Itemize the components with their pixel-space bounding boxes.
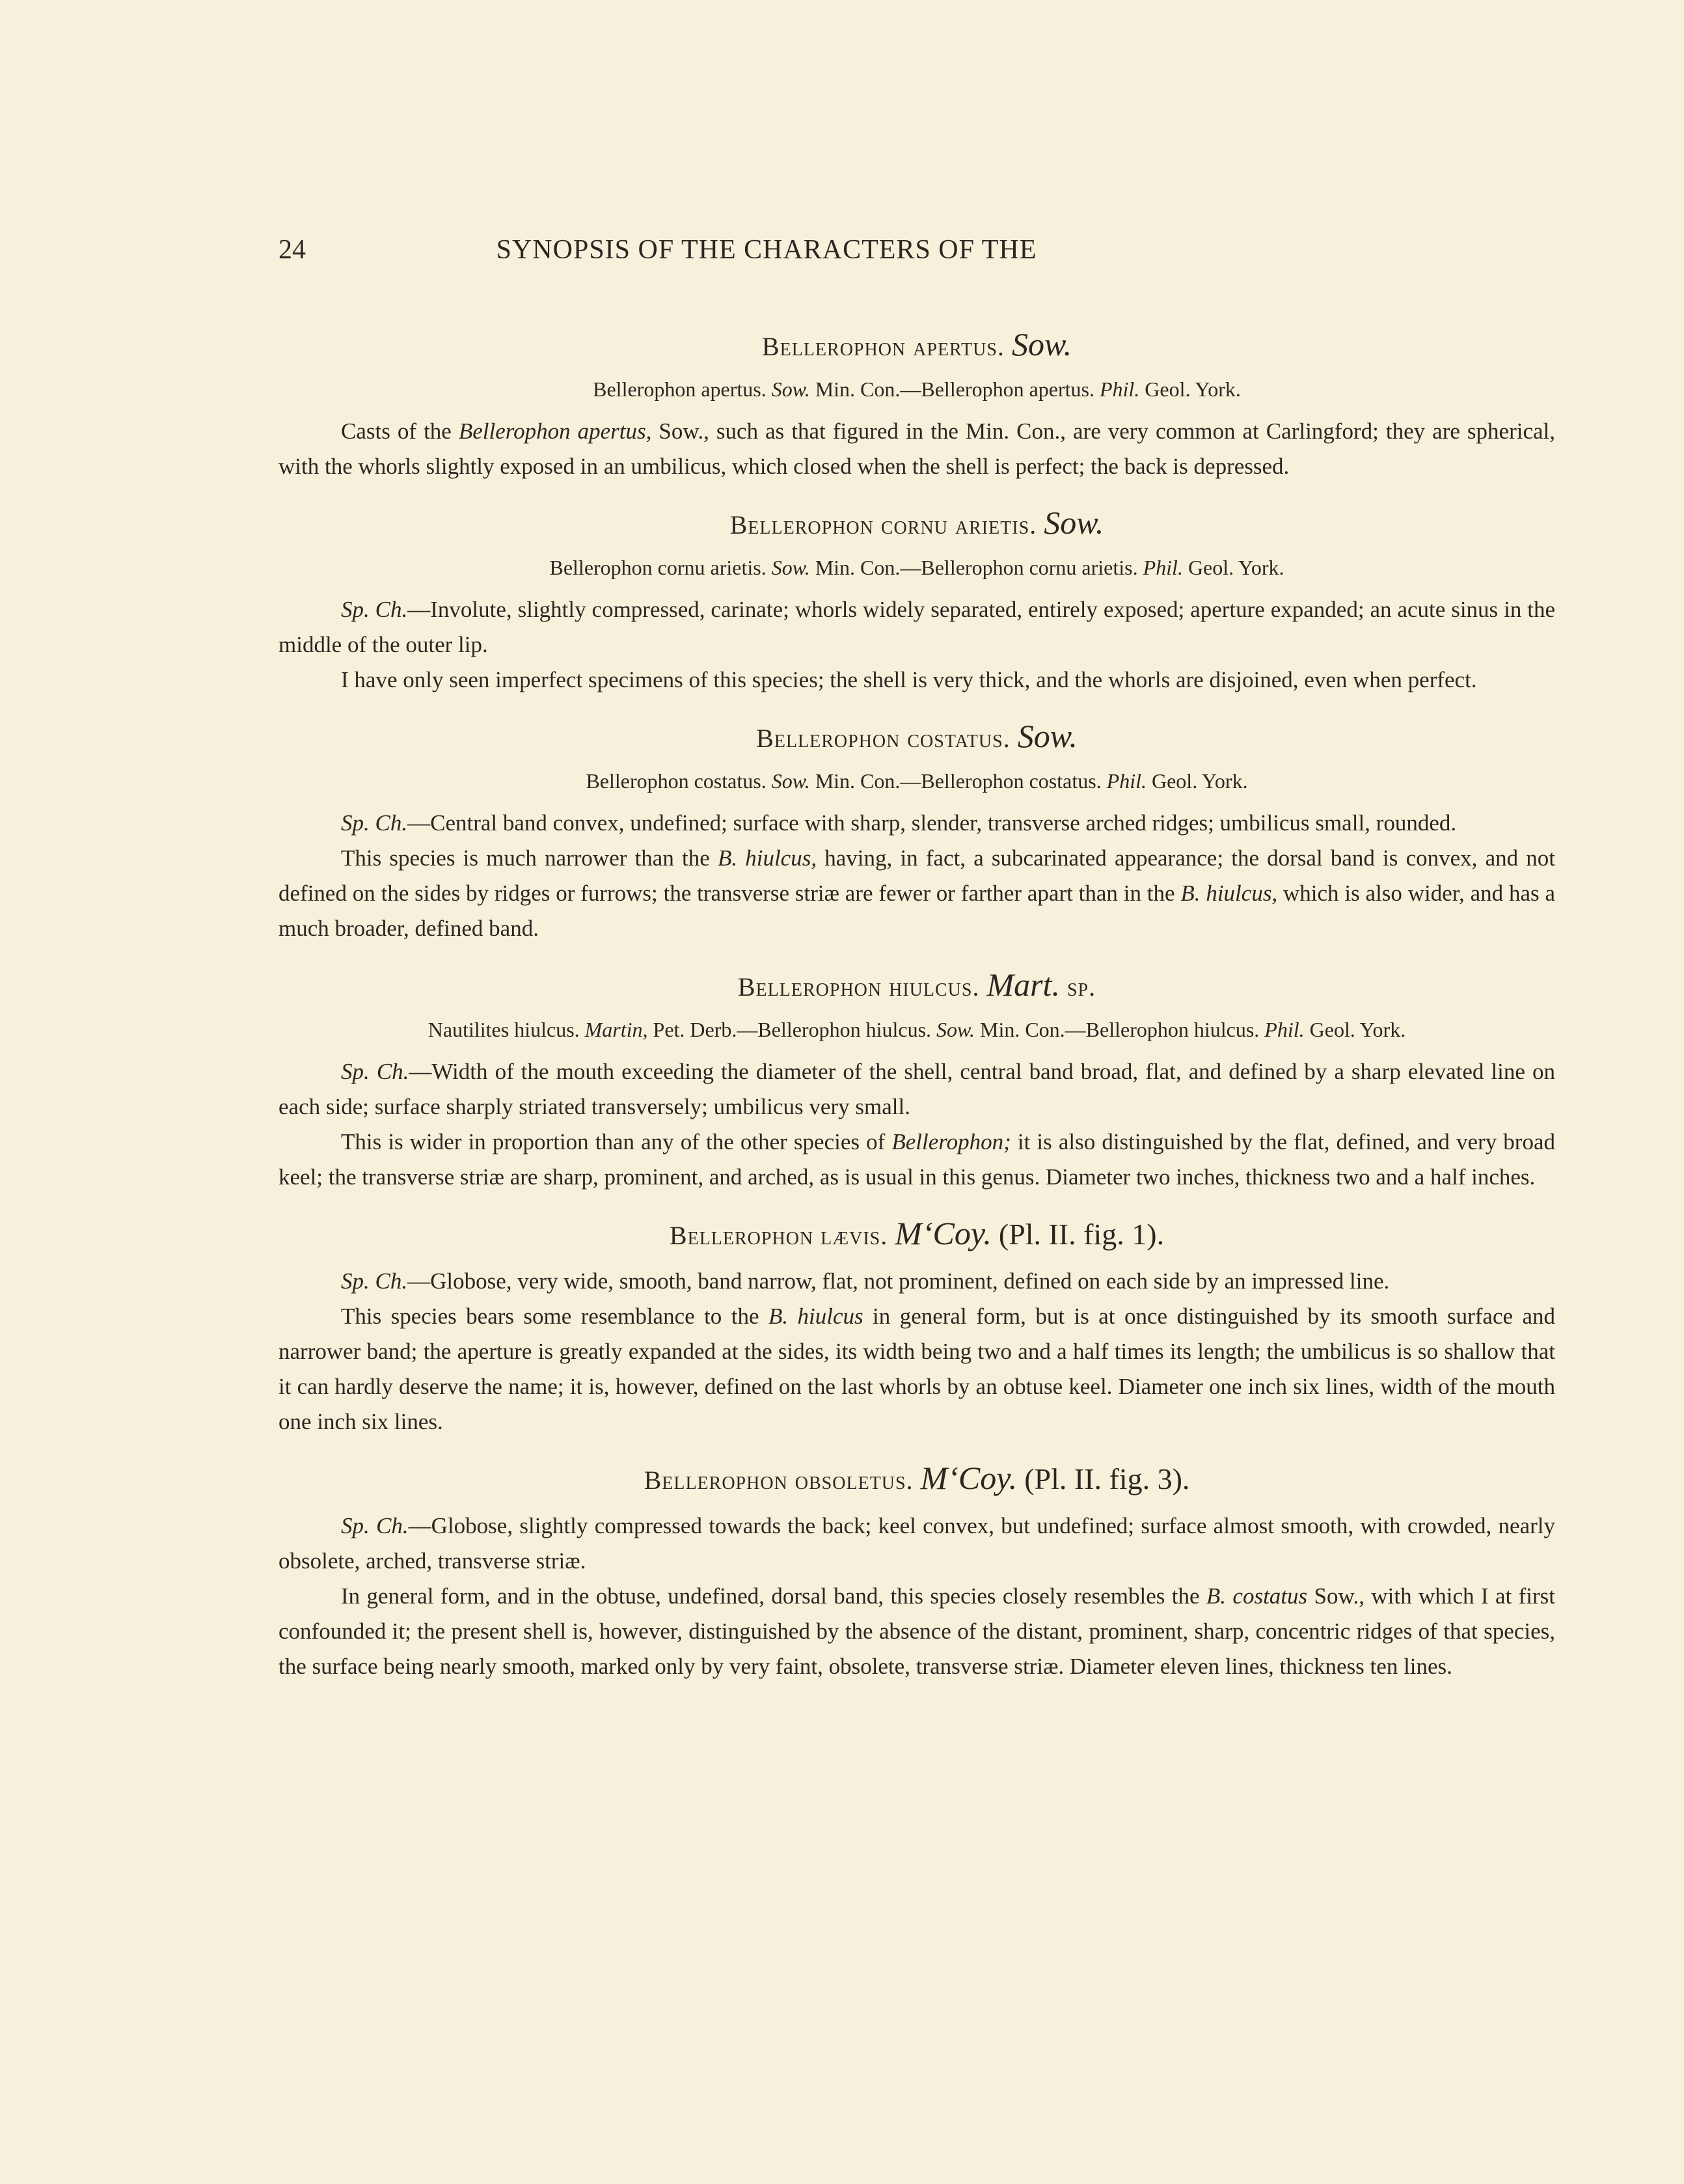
- species-entry: [278, 325, 1555, 484]
- species-authority: Sow.: [1017, 718, 1078, 754]
- synonymy-text: Min. Con.—Bellerophon hiulcus.: [974, 1018, 1265, 1041]
- paragraph-text: it is also distinguished by the flat, defined, and very broad keel; the transverse striæ are sharp, prominent, and arched, as is usual in this genus. Diameter two inches, thickness two and a half inches.: [278, 1129, 1555, 1190]
- synonymy-text: Martin,: [584, 1018, 648, 1041]
- paragraph-text: —Width of the mouth exceeding the diameter of the shell, central band broad, flat, and defined by a sharp elevated line on each side; surface sharply striated transversely; umbilicus very small.: [278, 1059, 1555, 1119]
- plate-reference: (Pl. II. fig. 1).: [998, 1218, 1165, 1251]
- paragraph-text: —Involute, slightly compressed, carinate; whorls widely separated, entirely exposed; aperture expanded; an acute sinus in the middle of the outer lip.: [278, 597, 1555, 657]
- paragraph-text: B. hiulcus: [768, 1304, 863, 1329]
- description-paragraph: [278, 1508, 1555, 1579]
- paragraph-text: —Central band convex, undefined; surface with sharp, slender, transverse arched ridges; umbilicus small, rounded.: [407, 810, 1457, 836]
- paragraph-text: Sow., with which I at first confounded it; the present shell is, however, distinguished by the absence of the distant, prominent, sharp, concentric ridges of that species, the surface being nearly smooth, marked only by very faint, obsolete, transverse striæ. Diameter eleven lines, thickness ten lines.: [278, 1583, 1555, 1679]
- plate-reference: (Pl. II. fig. 3).: [1024, 1462, 1190, 1495]
- synonymy-text: Phil.: [1099, 377, 1140, 401]
- synonymy-text: Sow.: [771, 377, 810, 401]
- species-heading: [278, 325, 1555, 363]
- synonymy-line: [278, 375, 1555, 403]
- synonymy-text: Pet. Derb.—Bellerophon hiulcus.: [647, 1018, 937, 1041]
- paragraph-text: I have only seen imperfect specimens of this species; the shell is very thick, and the whorls are disjoined, even when perfect.: [341, 667, 1477, 692]
- paragraph-text: In general form, and in the obtuse, undefined, dorsal band, this species closely resembles the: [341, 1583, 1206, 1609]
- species-name: Bellerophon cornu arietis.: [729, 510, 1037, 539]
- paragraph-text: B. hiulcus,: [1180, 880, 1278, 906]
- synonymy-text: Sow.: [771, 556, 810, 579]
- running-head: [278, 234, 1235, 273]
- paragraph-text: —Globose, very wide, smooth, band narrow, flat, not prominent, defined on each side by an impressed line.: [407, 1268, 1390, 1294]
- species-entry: [278, 504, 1555, 698]
- page-number: 24: [278, 235, 306, 265]
- species-entry: [278, 966, 1555, 1195]
- species-name: Bellerophon apertus.: [761, 332, 1005, 361]
- paragraph-text: This species is much narrower than the: [341, 845, 718, 871]
- species-name: Bellerophon hiulcus.: [737, 972, 980, 1002]
- paragraph-text: Sp. Ch.: [341, 1513, 409, 1538]
- description-paragraph: [278, 1299, 1555, 1440]
- paragraph-text: Bellerophon apertus,: [458, 418, 652, 444]
- species-entry: [278, 1459, 1555, 1684]
- synonymy-text: Min. Con.—Bellerophon cornu arietis.: [809, 556, 1143, 579]
- species-entries: [278, 312, 1555, 1684]
- synonymy-line: [278, 1015, 1555, 1044]
- synonymy-text: Min. Con.—Bellerophon apertus.: [809, 377, 1100, 401]
- paragraph-text: Casts of the: [341, 418, 459, 444]
- synonymy-text: Bellerophon cornu arietis.: [549, 556, 772, 579]
- paragraph-text: B. costatus: [1206, 1583, 1308, 1609]
- synonymy-text: Bellerophon apertus.: [593, 377, 772, 401]
- species-name: Bellerophon lævis.: [669, 1221, 888, 1250]
- species-name: Bellerophon costatus.: [756, 724, 1011, 753]
- synonymy-text: Geol. York.: [1146, 769, 1248, 793]
- synonymy-text: Sow.: [771, 769, 810, 793]
- synonymy-text: Min. Con.—Bellerophon costatus.: [809, 769, 1107, 793]
- synonymy-text: Geol. York.: [1182, 556, 1284, 579]
- description-paragraph: [278, 592, 1555, 662]
- species-authority: M‘Coy.: [920, 1460, 1018, 1496]
- synonymy-text: Phil.: [1106, 769, 1147, 793]
- species-heading: [278, 1214, 1555, 1252]
- paragraph-text: —Globose, slightly compressed towards the back; keel convex, but undefined; surface almost smooth, with crowded, nearly obsolete, arched, transverse striæ.: [278, 1513, 1555, 1574]
- paragraph-text: This is wider in proportion than any of the other species of: [341, 1129, 892, 1154]
- description-paragraph: [278, 1125, 1555, 1195]
- description-paragraph: [278, 1264, 1555, 1299]
- species-heading: [278, 504, 1555, 541]
- paragraph-text: B. hiulcus,: [717, 845, 817, 871]
- synonymy-text: Bellerophon costatus.: [586, 769, 772, 793]
- description-paragraph: [278, 806, 1555, 841]
- species-heading: [278, 966, 1555, 1003]
- paragraph-text: This species bears some resemblance to the: [341, 1304, 768, 1329]
- species-entry: [278, 1214, 1555, 1440]
- paragraph-text: Sp. Ch.: [341, 1059, 409, 1084]
- running-title: SYNOPSIS OF THE CHARACTERS OF THE: [496, 235, 1037, 265]
- description-paragraph: [278, 841, 1555, 946]
- species-entry: [278, 717, 1555, 946]
- description-paragraph: [278, 414, 1555, 484]
- synonymy-text: Nautilites hiulcus.: [428, 1018, 585, 1041]
- synonymy-text: Geol. York.: [1139, 377, 1241, 401]
- paragraph-text: which is also wider, and has a much broader, defined band.: [278, 880, 1555, 941]
- species-authority: Sow.: [1011, 326, 1072, 362]
- species-authority: M‘Coy.: [895, 1215, 992, 1251]
- synonymy-text: Sow.: [936, 1018, 975, 1041]
- synonymy-line: [278, 767, 1555, 795]
- description-paragraph: [278, 1579, 1555, 1684]
- paragraph-text: Sp. Ch.: [341, 810, 408, 836]
- species-suffix: sp.: [1066, 972, 1096, 1002]
- species-authority: Mart.: [986, 966, 1060, 1003]
- species-heading: [278, 1459, 1555, 1497]
- synonymy-line: [278, 553, 1555, 582]
- species-authority: Sow.: [1044, 504, 1104, 541]
- synonymy-text: Phil.: [1264, 1018, 1305, 1041]
- synonymy-text: Phil.: [1143, 556, 1183, 579]
- paragraph-text: Sow., such as that figured in the Min. Con., are very common at Carlingford; they are spherical, with the whorls slightly exposed in an umbilicus, which closed when the shell is perfect; the back is depressed.: [278, 418, 1555, 479]
- synonymy-text: Geol. York.: [1304, 1018, 1406, 1041]
- species-heading: [278, 717, 1555, 755]
- paragraph-text: Sp. Ch.: [341, 597, 408, 622]
- species-name: Bellerophon obsoletus.: [644, 1466, 914, 1495]
- description-paragraph: [278, 662, 1555, 698]
- description-paragraph: [278, 1054, 1555, 1125]
- paragraph-text: in general form, but is at once distinguished by its smooth surface and narrower band; the aperture is greatly expanded at the sides, its width being two and a half times its length; the umbilicus is so shallow that it can hardly deserve the name; it is, however, defined on the last whorls by an obtuse keel. Diameter one inch six lines, width of the mouth one inch six lines.: [278, 1304, 1555, 1434]
- paragraph-text: having, in fact, a subcarinated appearance; the dorsal band is convex, and not defined on the sides by ridges or furrows; the transverse striæ are fewer or farther apart than in the: [278, 845, 1555, 906]
- paragraph-text: Sp. Ch.: [341, 1268, 408, 1294]
- paragraph-text: Bellerophon;: [891, 1129, 1011, 1154]
